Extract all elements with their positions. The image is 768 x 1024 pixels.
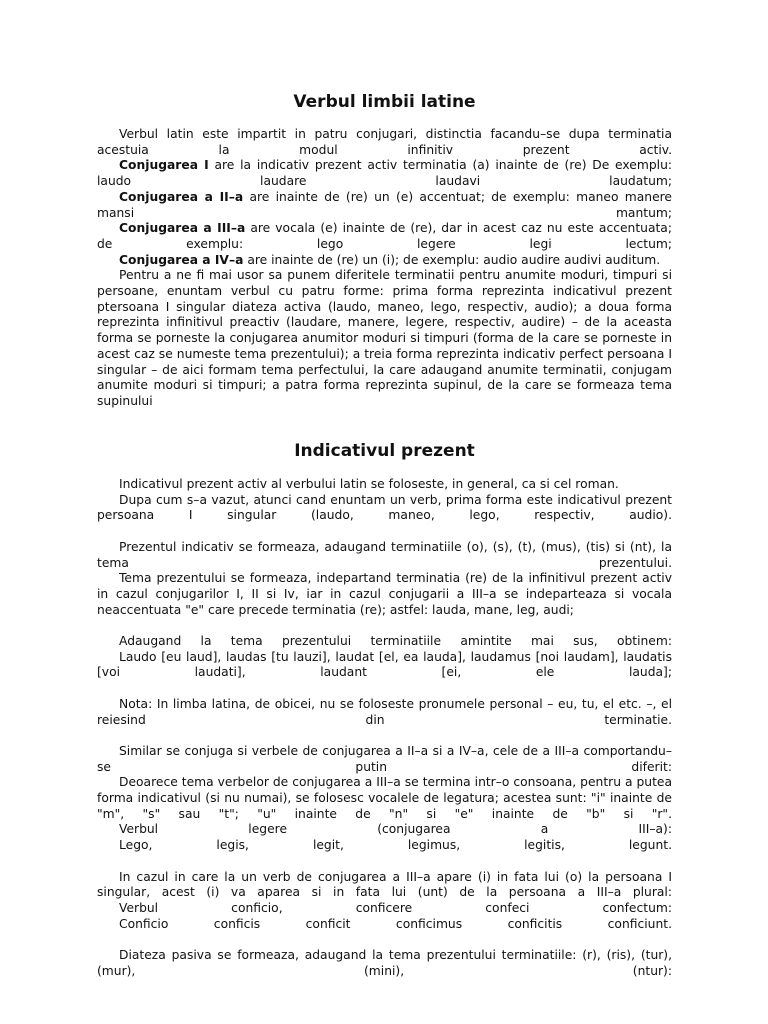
passive-paragraph: Diateza pasiva se formeaza, adaugand la tema prezentului terminatiile: (r), (ris), (tur), (mur), (mini), (ntur): <box>97 948 672 978</box>
intro-paragraph: Verbul latin este impartit in patru conjugari, distinctia facandu–se dupa terminatia acestuia la modul infinitiv prezent activ. <box>97 127 672 157</box>
spacer <box>97 681 672 697</box>
conjugation-4-paragraph <box>97 253 672 269</box>
formation-paragraph-2: Tema prezentului se formeaza, indepartand terminatia (re) de la infinitivul prezent activ in cazul conjugarilor I, II si Iv, iar in cazul conjugarii a III–a se indeparteaza si vocala neaccentuata "e" care precede terminatia (re); astfel: lauda, mane, leg, audi; <box>97 571 672 617</box>
conjugation-3-paragraph <box>97 221 672 252</box>
indicativ-paragraph-1: Indicativul prezent activ al verbului latin se foloseste, in general, ca si cel roman. <box>119 477 619 491</box>
similar-paragraph-3: Verbul legere (conjugarea a III–a): <box>119 822 672 837</box>
conjugation-3-label: Conjugarea a III–a <box>119 221 246 236</box>
conjugation-2-label: Conjugarea a II–a <box>119 189 244 204</box>
title-indicativul-prezent: Indicativul prezent <box>294 441 475 461</box>
case-paragraph-1: In cazul in care la un verb de conjugarea a III–a apare (i) in fata lui (o) la persoana I singular, acest (i) va aparea si in fata lui (unt) de la persoana a III–a plural: <box>97 869 672 900</box>
adding-paragraph-2: Laudo [eu laud], laudas [tu lauzi], laudat [el, ea lauda], laudamus [noi laudam], laudatis [voi laudati], laudant [ei, ele lauda]; <box>97 649 672 680</box>
formation-paragraph-1: Prezentul indicativ se formeaza, adaugand terminatiile (o), (s), (t), (mus), (tis) si (nt), la tema prezentului. <box>97 539 672 570</box>
case-paragraph-2: Verbul conficio, conficere confeci confectum: <box>119 900 672 915</box>
adding-paragraph-1: Adaugand la tema prezentului terminatiile amintite mai sus, obtinem: <box>119 634 672 648</box>
conjugation-4-label: Conjugarea a IV–a <box>119 252 244 267</box>
section-conjugari <box>97 127 672 410</box>
spacer <box>97 932 672 948</box>
spacer <box>97 524 672 540</box>
section-indicativ <box>97 477 672 979</box>
spacer <box>97 728 672 744</box>
similar-paragraph-2: Deoarece tema verbelor de conjugarea a III–a se termina intr–o consoana, pentru a putea forma indicativul (si nu numai), se folosesc vocalele de legatura; acestea sunt: "i" inainte de "m", "s" sau "t"; "u" inainte de "n" si "e" inainte de "b" si "r". <box>97 775 672 821</box>
conjugation-1-paragraph <box>97 158 672 189</box>
title-verbul-limbii-latine: Verbul limbii latine <box>293 92 476 112</box>
forms-paragraph: Pentru a ne fi mai usor sa punem diferitele terminatii pentru anumite moduri, timpuri si persoane, enuntam verbul cu patru forme: prima forma reprezinta indicativul prezent ptersoana I singular diateza activa (laudo, maneo, lego, respectiv, audio); a doua forma reprezinta infinitivul preactiv (laudare, manere, legere, respectiv, audire) – de la aceasta forma se porneste la conjugarea anumitor moduri si timpuri (forma de la care se porneste in acest caz se numeste tema prezentului); a treia forma reprezinta indicativ perfect persoana I singular – de aici formam tema perfectului, la care adaugand anumite terminatii, conjugam anumite moduri si timpuri; a patra forma reprezinta supinul, de la care se formeaza tema supinului <box>97 268 672 408</box>
similar-paragraph-1: Similar se conjuga si verbele de conjugarea a II–a si a IV–a, cele de a III–a comportandu–se putin diferit: <box>97 743 672 774</box>
conjugation-1-label: Conjugarea I <box>119 158 209 173</box>
conjugation-2-text: are inainte de (re) un (e) accentuat; de exemplu: maneo manere mansi mantum; <box>97 189 673 220</box>
conjugation-4-text: are inainte de (re) un (i); de exemplu: audio audire audivi auditum. <box>243 252 661 267</box>
conjugation-3-text: are vocala (e) inainte de (re), dar in acest caz nu este accentuata; de exemplu: lego legere legi lectum; <box>97 221 672 251</box>
case-paragraph-3: Conficio conficis conficit conficimus conficitis conficiunt. <box>119 916 672 931</box>
conjugation-2-paragraph <box>97 190 672 221</box>
similar-paragraph-4: Lego, legis, legit, legimus, legitis, legunt. <box>119 838 672 853</box>
note-paragraph: Nota: In limba latina, de obicei, nu se foloseste pronumele personal – eu, tu, el etc. –, el reiesind din terminatie. <box>97 696 672 727</box>
spacer <box>97 854 672 870</box>
spacer <box>97 618 672 634</box>
conjugation-1-text: are la indicativ prezent activ terminatia (a) inainte de (re) De exemplu: laudo laudare laudavi laudatum; <box>97 158 673 189</box>
indicativ-paragraph-2: Dupa cum s–a vazut, atunci cand enuntam un verb, prima forma este indicativul prezent persoana I singular (laudo, maneo, lego, respectiv, audio). <box>97 492 672 523</box>
